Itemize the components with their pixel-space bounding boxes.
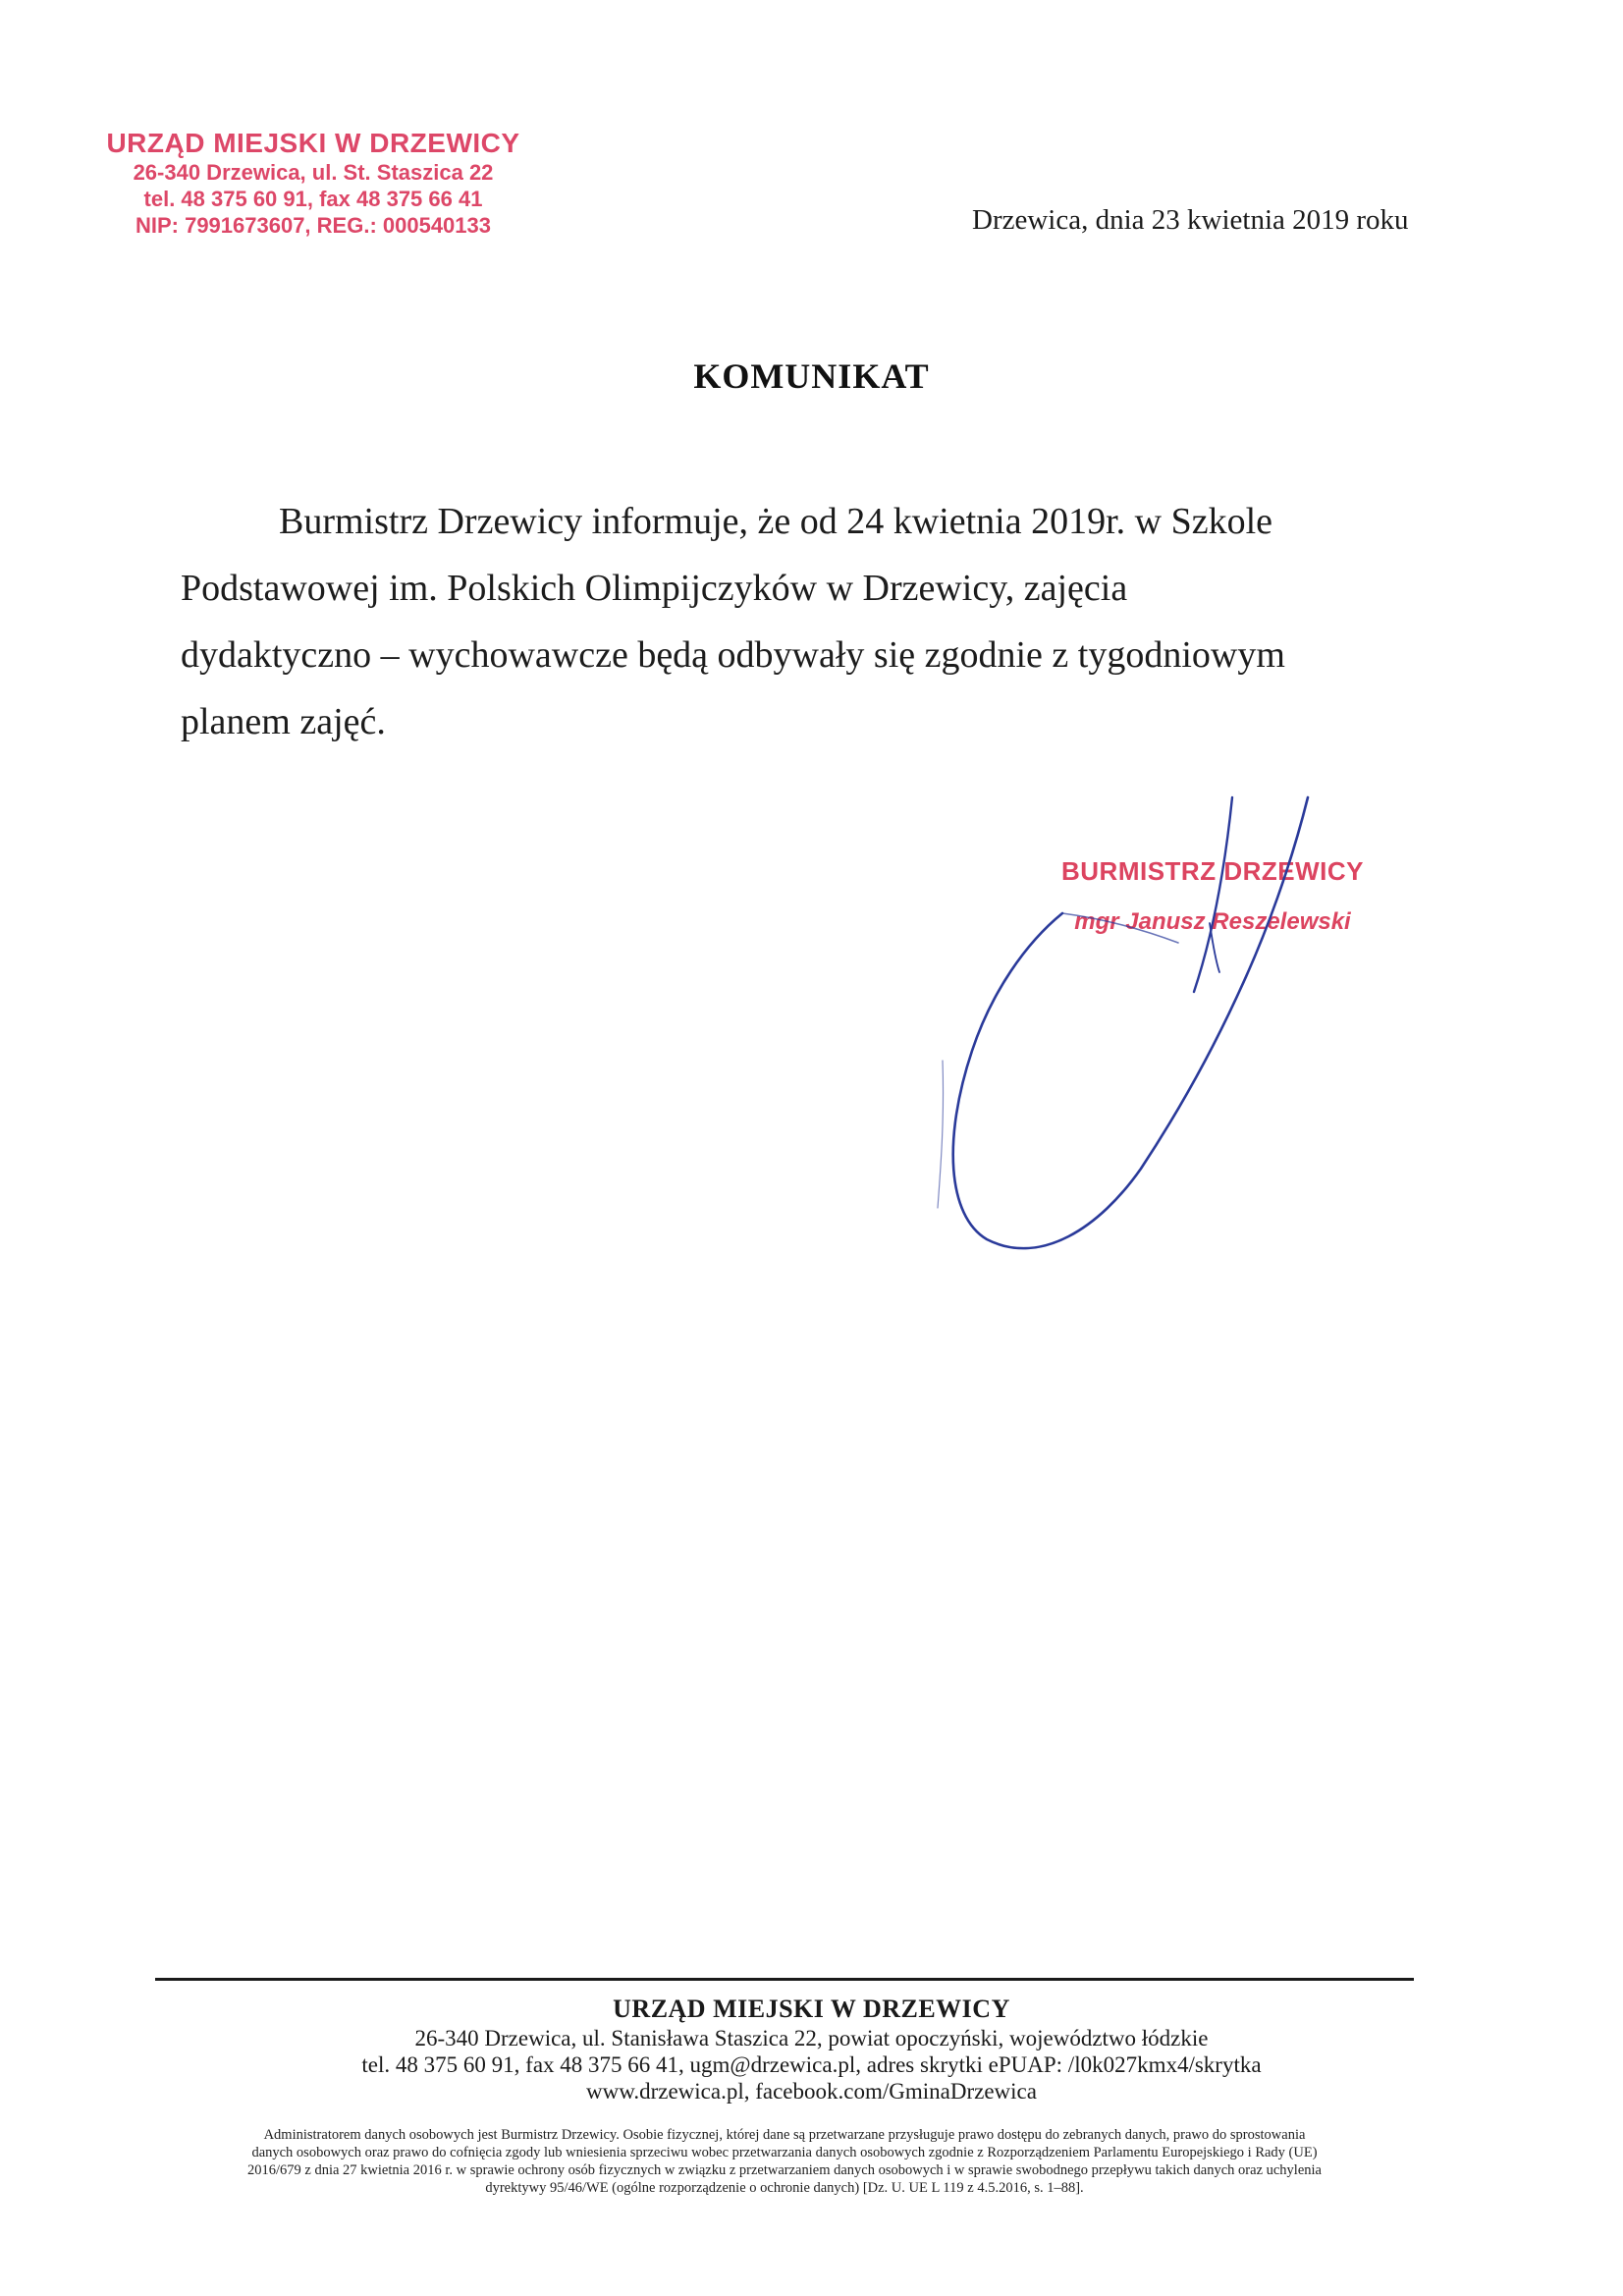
gdpr-line: danych osobowych oraz prawo do cofnięcia zgody lub wniesienia sprzeciwu wobec przetwarzania danych osobowych zgodnie z Rozporządzeniem Parlamentu Europejskiego i Rady (UE) [251, 2145, 1318, 2160]
gdpr-notice [155, 2126, 1414, 2197]
footer-contact: tel. 48 375 60 91, fax 48 375 66 41, ugm@drzewica.pl, adres skrytki ePUAP: /l0k027kmx4/skrytka [361, 2052, 1262, 2077]
gdpr-line: Administratorem danych osobowych jest Burmistrz Drzewicy. Osobie fizycznej, której dane są przetwarzane przysługuje prawo dostępu do zebranych danych, prawo do sprostowania [263, 2127, 1306, 2143]
stamp-office-name: URZĄD MIEJSKI W DRZEWICY [106, 128, 520, 158]
footer-office-name: URZĄD MIEJSKI W DRZEWICY [613, 1995, 1010, 2023]
stamp-ids: NIP: 7991673607, REG.: 000540133 [135, 213, 492, 238]
mayor-stamp-name: mgr Janusz Reszelewski [1074, 908, 1351, 935]
office-header-stamp [102, 128, 524, 239]
document-date: Drzewica, dnia 23 kwietnia 2019 roku [972, 204, 1409, 236]
gdpr-line: dyrektywy 95/46/WE (ogólne rozporządzenie o ochronie danych) [Dz. U. UE L 119 z 4.5.2016, s. 1–88]. [485, 2180, 1084, 2196]
announcement-body [181, 488, 1369, 755]
body-line: dydaktyczno – wychowawcze będą odbywały się zgodnie z tygodniowym [181, 634, 1285, 676]
document-title: KOMUNIKAT [693, 356, 930, 396]
office-footer [0, 1994, 1623, 2105]
mayor-stamp [1051, 856, 1375, 936]
stamp-address: 26-340 Drzewica, ul. St. Staszica 22 [133, 160, 494, 185]
footer-address: 26-340 Drzewica, ul. Stanisława Staszica 22, powiat opoczyński, województwo łódzkie [414, 2026, 1209, 2050]
footer-divider [155, 1978, 1414, 1981]
signature-stroke [938, 1061, 944, 1208]
footer-web: www.drzewica.pl, facebook.com/GminaDrzewica [586, 2079, 1037, 2104]
mayor-stamp-title: BURMISTRZ DRZEWICY [1061, 856, 1364, 886]
body-line: planem zajęć. [181, 701, 386, 742]
body-line: Podstawowej im. Polskich Olimpijczyków w Drzewicy, zajęcia [181, 568, 1128, 609]
body-line: Burmistrz Drzewicy informuje, że od 24 kwietnia 2019r. w Szkole [279, 501, 1273, 542]
stamp-phones: tel. 48 375 60 91, fax 48 375 66 41 [143, 187, 483, 211]
gdpr-line: 2016/679 z dnia 27 kwietnia 2016 r. w sprawie ochrony osób fizycznych w związku z przetwarzaniem danych osobowych i w sprawie swobodnego przepływu takich danych oraz uchylenia [246, 2162, 1322, 2178]
